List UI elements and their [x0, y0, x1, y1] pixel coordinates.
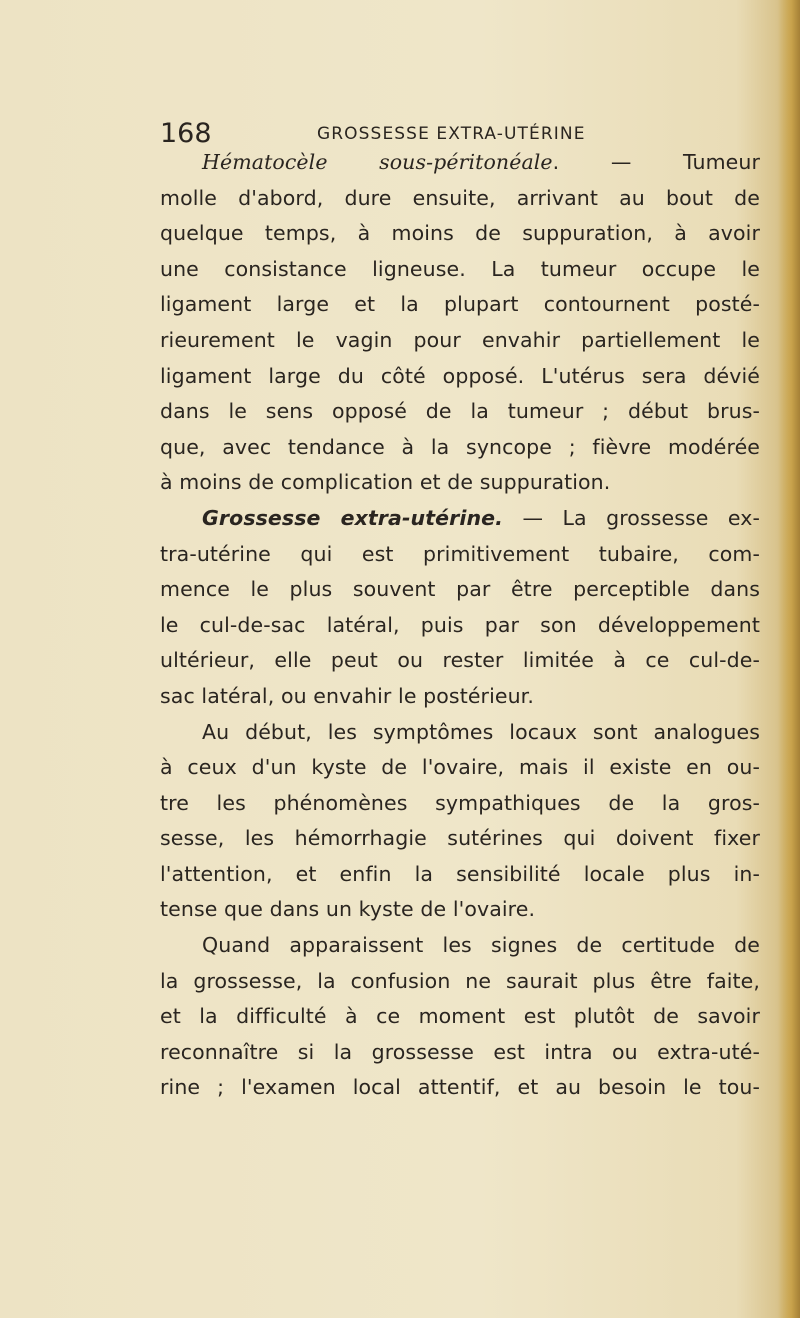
text-line: sac latéral, ou envahir le postérieur.	[160, 683, 534, 708]
text-line: molle d'abord, dure ensuite, arrivant au bout de	[160, 185, 760, 210]
text-line: Quand apparaissent les signes de certitude de	[202, 933, 760, 958]
text-line: le cul-de-sac latéral, puis par son développement	[160, 612, 760, 637]
text-line: ligament large et la plupart contournent posté-	[160, 292, 760, 317]
text-line: tense que dans un kyste de l'ovaire.	[160, 897, 536, 922]
text-line: à ceux d'un kyste de l'ovaire, mais il existe en ou-	[160, 755, 760, 780]
text-line: sesse, les hémorrhagie sutérines qui doivent fixer	[160, 826, 760, 851]
heading-continuation: — La grossesse ex-	[522, 505, 760, 530]
body-text	[160, 145, 770, 1106]
text-line: ligament large du côté opposé. L'utérus sera dévié	[160, 363, 760, 388]
page-number: 168	[160, 118, 212, 149]
text-line: rine ; l'examen local attentif, et au besoin le tou-	[160, 1075, 760, 1100]
text-line: à moins de complication et de suppuration.	[160, 470, 611, 495]
running-title: GROSSESSE EXTRA-UTÉRINE	[317, 124, 586, 144]
heading-continuation: . — Tumeur	[552, 150, 760, 174]
text-line: tre les phénomènes sympathiques de la gros-	[160, 790, 760, 815]
text-line: reconnaître si la grossesse est intra ou extra-uté-	[160, 1039, 760, 1064]
text-line: quelque temps, à moins de suppuration, à avoir	[160, 221, 760, 246]
page-edge-shadow	[778, 0, 800, 1318]
paragraph-heading-line	[160, 501, 760, 537]
text-line: tra-utérine qui est primitivement tubaire, com-	[160, 541, 760, 566]
text-line: dans le sens opposé de la tumeur ; début brus-	[160, 399, 760, 424]
text-line: la grossesse, la confusion ne saurait plus être faite,	[160, 968, 760, 993]
text-line: l'attention, et enfin la sensibilité locale plus in-	[160, 861, 760, 886]
text-line: Au début, les symptômes locaux sont analogues	[202, 719, 760, 744]
section-heading-grossesse: Grossesse extra-utérine.	[202, 505, 504, 530]
paragraph-heading-line	[160, 145, 760, 181]
text-line: et la difficulté à ce moment est plutôt de savoir	[160, 1004, 760, 1029]
text-line: ultérieur, elle peut ou rester limitée à ce cul-de-	[160, 648, 760, 673]
text-line: que, avec tendance à la syncope ; fièvre modérée	[160, 434, 760, 459]
text-line: une consistance ligneuse. La tumeur occupe le	[160, 256, 760, 281]
text-line: rieurement le vagin pour envahir partiellement le	[160, 327, 760, 352]
section-heading-hematocele: Hématocèle sous-péritonéale	[202, 150, 553, 174]
text-line: mence le plus souvent par être perceptible dans	[160, 577, 760, 602]
